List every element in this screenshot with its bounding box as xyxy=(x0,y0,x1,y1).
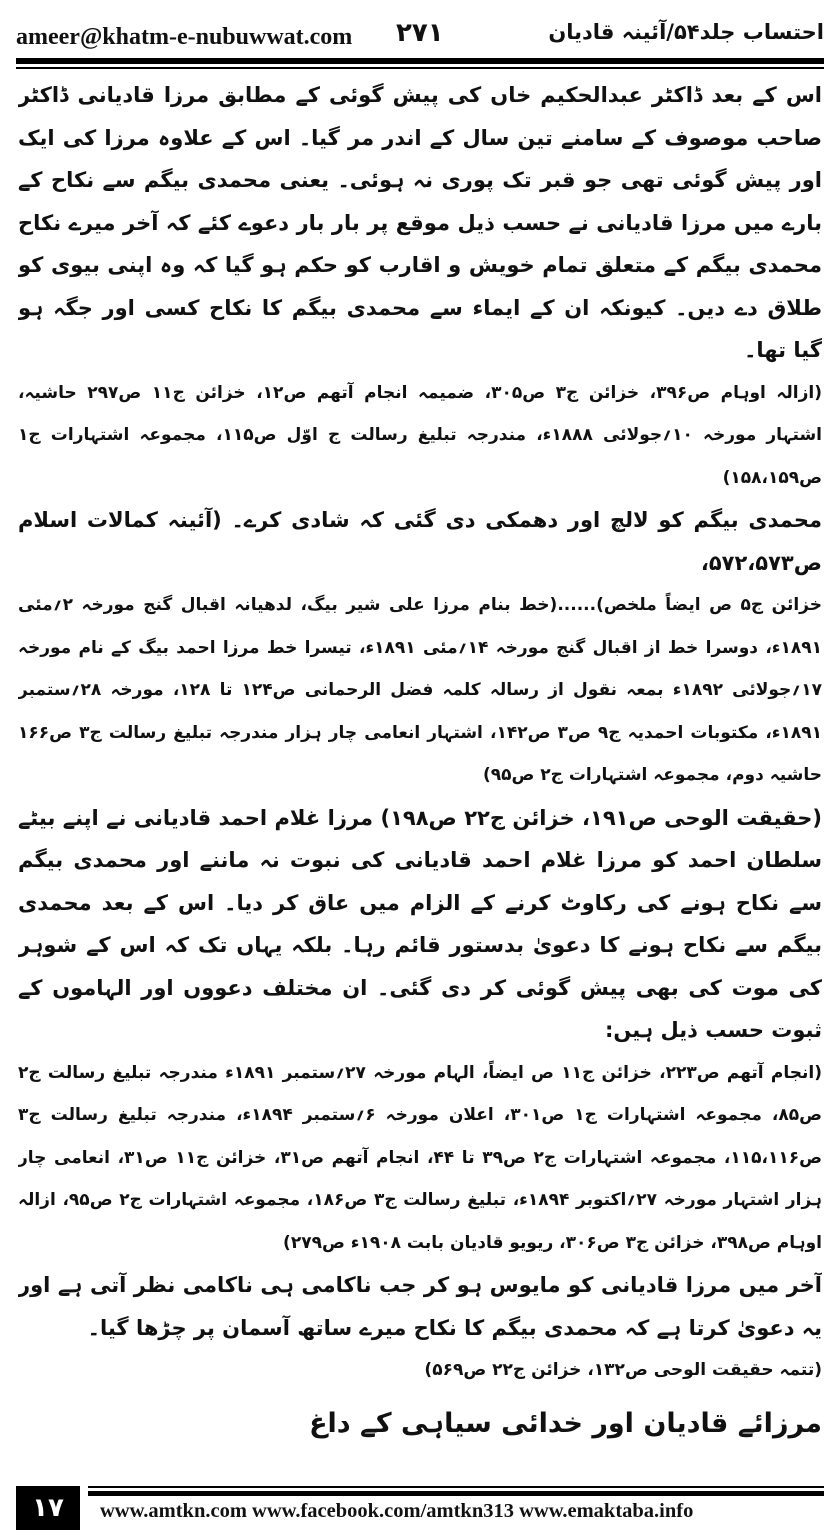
page-header xyxy=(16,12,824,56)
header-book-title: احتساب جلد۵۴/آئینہ قادیان xyxy=(548,20,824,44)
header-page-number: ۲۷۱ xyxy=(396,18,444,48)
paragraph: اس کے بعد ڈاکٹر عبدالحکیم خاں کی پیش گوئی کے مطابق مرزا قادیانی ڈاکٹر صاحب موصوف کے سامنے تین سال کے اندر مر گیا۔ اس کے علاوہ مرزا کی ایک اور پیش گوئی تھی جو قبر تک پوری نہ ہوئی۔ یعنی محمدی بیگم سے نکاح کے بارے میں مرزا قادیانی نے حسب ذیل موقع پر بار بار دعوے کئے کہ آخر میرے نکاح محمدی بیگم کے متعلق تمام خویش و اقارب کو حکم ہو گیا کہ وہ اپنی بیوی کو طلاق دے دیں۔ کیونکہ ان کے ایماء سے محمدی بیگم کا نکاح کسی اور جگہ ہو گیا تھا۔ xyxy=(18,83,822,362)
section-heading: مرزائے قادیان اور خدائی سیاہی کے داغ xyxy=(309,1407,822,1439)
reference: (ازالہ اوہام ص۳۹۶، خزائن ج۳ ص۳۰۵، ضمیمہ انجام آتھم ص۱۲، خزائن ج۱۱ ص۲۹۷ حاشیہ، اشتہار مورخہ ۱۰؍جولائی ۱۸۸۸ء، مندرجہ تبلیغ رسالت ج اوّل ص۱۱۵، مجموعہ اشتہارات ج۱ ص۱۵۸،۱۵۹) xyxy=(18,382,822,488)
page-body xyxy=(18,74,822,1446)
reference: خزائن ج۵ ص ایضاً ملخص)......(خط بنام مرزا علی شیر بیگ، لدھیانہ اقبال گنج مورخہ ۲؍مئی ۱۸۹۱ء، دوسرا خط از اقبال گنج مورخہ ۱۴؍مئی ۱۸۹۱ء، تیسرا خط مرزا احمد بیگ کے نام مورخہ ۱۷؍جولائی ۱۸۹۲ء بمعہ نقول از رسالہ کلمہ فضل الرحمانی ص۱۲۴ تا ۱۲۸، مورخہ ۲۸؍ستمبر ۱۸۹۱ء، مکتوبات احمدیہ ج۹ ص۳ ص۱۴۲، اشتہار انعامی چار ہزار مندرجہ تبلیغ رسالت ج۳ ص۱۶۶ حاشیہ دوم، مجموعہ اشتہارات ج۲ ص۹۵) xyxy=(18,595,822,785)
footer-links: www.amtkn.com www.facebook.com/amtkn313 www.emaktaba.info xyxy=(100,1500,694,1522)
paragraph: محمدی بیگم کو لالچ اور دھمکی دی گئی کہ شادی کرے۔ (آئینہ کمالات اسلام ص۵۷۲،۵۷۳، xyxy=(18,508,822,575)
header-email: ameer@khatm-e-nubuwwat.com xyxy=(16,24,353,50)
paragraph: (حقیقت الوحی ص۱۹۱، خزائن ج۲۲ ص۱۹۸) مرزا غلام احمد قادیانی نے اپنے بیٹے سلطان احمد کو مرزا غلام احمد قادیانی کی نبوت نہ ماننے اور محمدی بیگم سے نکاح ہونے کی رکاوٹ کرنے کے الزام میں عاق کر دیا۔ اس کے بعد محمدی بیگم سے نکاح ہونے کا دعویٰ بدستور قائم رہا۔ بلکہ یہاں تک کہ اس کے شوہر کی موت کی بھی پیش گوئی کر دی گئی۔ ان مختلف دعووں اور الہاموں کے ثبوت حسب ذیل ہیں: xyxy=(18,805,822,1042)
header-rule-thin xyxy=(16,67,824,69)
footer-rule-thin xyxy=(88,1486,824,1488)
footer-rule-thick xyxy=(88,1491,824,1496)
paragraph: آخر میں مرزا قادیانی کو مایوس ہو کر جب ناکامی ہی ناکامی نظر آتی ہے اور یہ دعویٰ کرتا ہے کہ محمدی بیگم کا نکاح میرے ساتھ آسمان پر چڑھا گیا۔ xyxy=(18,1273,822,1340)
reference: (تتمہ حقیقت الوحی ص۱۳۲، خزائن ج۲۲ ص۵۶۹) xyxy=(424,1360,822,1380)
header-rule-thick xyxy=(16,58,824,64)
reference: (انجام آتھم ص۲۲۳، خزائن ج۱۱ ص ایضاً، الہام مورخہ ۲۷؍ستمبر ۱۸۹۱ء مندرجہ تبلیغ رسالت ج۲ ص۸۵، مجموعہ اشتہارات ج۱ ص۳۰۱، اعلان مورخہ ۶؍ستمبر ۱۸۹۴ء، مندرجہ تبلیغ رسالت ج۳ ص۱۱۵،۱۱۶، مجموعہ اشتہارات ج۲ ص۳۹ تا ۴۴، انجام آتھم ص۳۱، خزائن ج۱۱ ص۳۱، انعامی چار ہزار اشتہار مورخہ ۲۷؍اکتوبر ۱۸۹۴ء، تبلیغ رسالت ج۳ ص۱۸۶، مجموعہ اشتہارات ج۲ ص۹۵، ازالہ اوہام ص۳۹۸، خزائن ج۳ ص۳۰۶، ریویو قادیان بابت ۱۹۰۸ء ص۲۷۹) xyxy=(18,1062,822,1253)
footer-page-number: ۱۷ xyxy=(16,1486,80,1530)
